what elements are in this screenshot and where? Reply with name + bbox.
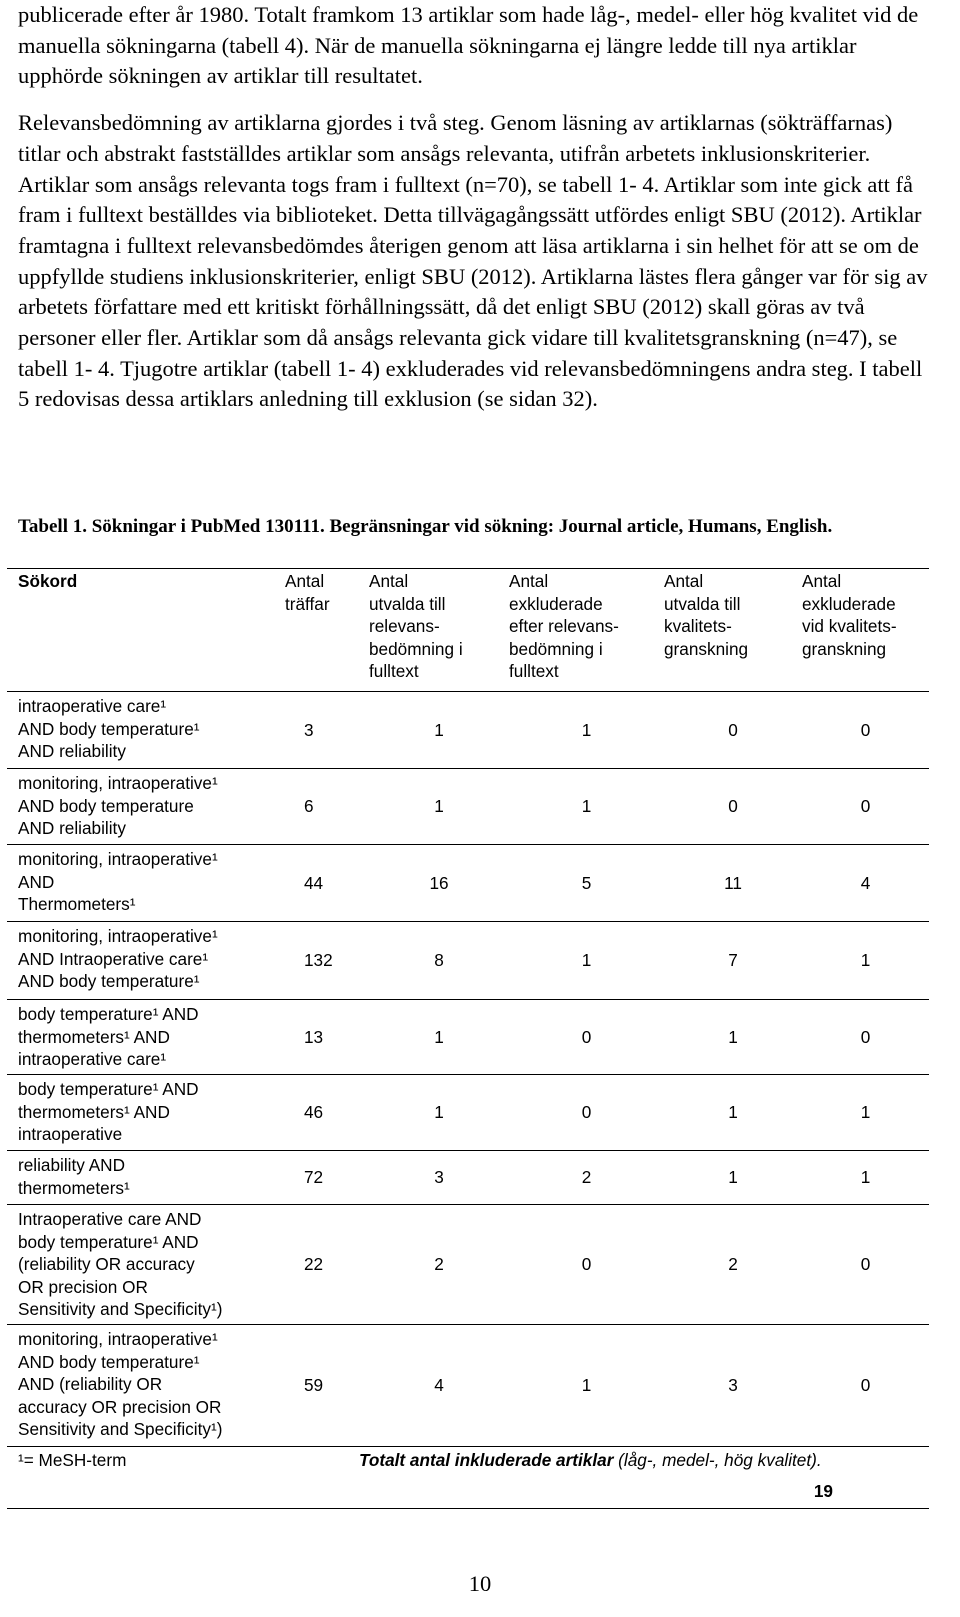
search-term-cell: monitoring, intraoperative¹ AND Intraoperative care¹ AND body temperature¹ xyxy=(18,925,218,992)
value-cell: 4 xyxy=(860,872,871,893)
value-cell: 0 xyxy=(860,1026,871,1047)
table-row xyxy=(7,999,929,1074)
value-cell: 5 xyxy=(581,872,592,893)
value-cell: 46 xyxy=(304,1102,324,1123)
value-cell: 1 xyxy=(860,1102,871,1123)
search-table xyxy=(7,568,929,1509)
value-cell: 0 xyxy=(860,719,871,740)
value-cell: 72 xyxy=(304,1167,324,1188)
column-header: Antal exkluderade efter relevans- bedömning i fulltext xyxy=(509,571,619,682)
value-cell: 0 xyxy=(860,1254,871,1275)
value-cell: 2 xyxy=(434,1254,444,1275)
value-cell: 59 xyxy=(304,1375,324,1396)
value-cell: 0 xyxy=(581,1026,592,1047)
value-cell: 8 xyxy=(434,950,444,971)
table-row xyxy=(7,1324,929,1446)
column-header: Antal träffar xyxy=(285,571,330,614)
value-cell: 1 xyxy=(434,1026,444,1047)
value-cell: 3 xyxy=(304,719,314,740)
value-cell: 22 xyxy=(304,1254,324,1275)
value-cell: 0 xyxy=(860,1375,871,1396)
table-caption: Tabell 1. Sökningar i PubMed 130111. Begränsningar vid sökning: Journal article, Humans, English. xyxy=(18,516,833,537)
search-term-cell: body temperature¹ AND thermometers¹ AND intraoperative xyxy=(18,1078,199,1145)
search-term-cell: reliability AND thermometers¹ xyxy=(18,1154,130,1198)
value-cell: 1 xyxy=(581,950,592,971)
body-text xyxy=(18,0,930,415)
search-term-cell: monitoring, intraoperative¹ AND Thermometers¹ xyxy=(18,848,218,915)
value-cell: 1 xyxy=(581,796,592,817)
value-cell: 1 xyxy=(581,719,592,740)
value-cell: 0 xyxy=(728,719,738,740)
value-cell: 7 xyxy=(728,950,738,971)
search-term-cell: intraoperative care¹ AND body temperature¹ AND reliability xyxy=(18,695,200,762)
value-cell: 44 xyxy=(304,872,324,893)
column-header-sokord: Sökord xyxy=(18,571,78,591)
value-cell: 1 xyxy=(434,796,444,817)
table-row xyxy=(7,1074,929,1150)
value-cell: 0 xyxy=(860,796,871,817)
column-header: Antal utvalda till relevans- bedömning i fulltext xyxy=(369,571,463,682)
value-cell: 4 xyxy=(434,1375,444,1396)
table-body xyxy=(7,691,929,1446)
value-cell: 16 xyxy=(429,872,449,893)
value-cell: 0 xyxy=(581,1102,592,1123)
value-cell: 1 xyxy=(728,1167,738,1188)
total-label: Totalt antal inkluderade artiklar xyxy=(359,1449,614,1470)
column-header: Antal utvalda till kvalitets- granskning xyxy=(664,571,749,659)
table-row xyxy=(7,1150,929,1204)
table-row xyxy=(7,1204,929,1324)
value-cell: 1 xyxy=(434,719,444,740)
value-cell: 11 xyxy=(724,872,742,893)
value-cell: 1 xyxy=(860,1167,871,1188)
value-cell: 13 xyxy=(304,1026,324,1047)
value-cell: 0 xyxy=(581,1254,592,1275)
value-cell: 1 xyxy=(728,1102,738,1123)
total-included-label xyxy=(277,1446,929,1473)
total-included-count: 19 xyxy=(813,1480,833,1501)
value-cell: 3 xyxy=(728,1375,738,1396)
table-total-row xyxy=(7,1474,929,1509)
search-term-cell: Intraoperative care AND body temperature¹ AND (reliability OR accuracy OR precision OR Sensitivity and Specificity¹) xyxy=(18,1208,223,1320)
mesh-footnote: ¹= MeSH-term xyxy=(18,1449,127,1470)
column-header: Antal exkluderade vid kvalitets- granskning xyxy=(802,571,897,659)
paragraph: Relevansbedömning av artiklarna gjordes i två steg. Genom läsning av artiklarnas (sökträffarnas) titlar och abstrakt fastställdes artiklar som ansågs relevanta, utifrån arbetets inklusionskriterier. Artiklar som ansågs relevanta togs fram i fulltext (n=70), se tabell 1- 4. Artiklar som inte gick att få fram i fulltext beställdes via biblioteket. Detta tillvägagångssätt utfördes enligt SBU (2012). Artiklar framtagna i fulltext relevansbedömdes återigen genom att läsa artiklarna i sin helhet för att se om de uppfyllde studiens inklusionskriterier, enligt SBU (2012). Artiklarna lästes flera gånger var för sig av arbetets författare med ett kritiskt förhållningssätt, då det enligt SBU (2012) skall göras av två personer eller fler. Artiklar som då ansågs relevanta gick vidare till kvalitetsgranskning (n=47), se tabell 1- 4. Tjugotre artiklar (tabell 1- 4) exkluderades vid relevansbedömningens andra steg. I tabell 5 redovisas dessa artiklars anledning till exklusion (se sidan 32). xyxy=(18,110,928,412)
page-number: 10 xyxy=(468,1571,492,1596)
table-row xyxy=(7,921,929,999)
value-cell: 2 xyxy=(581,1167,592,1188)
value-cell: 2 xyxy=(728,1254,738,1275)
value-cell: 1 xyxy=(434,1102,444,1123)
table-header-row xyxy=(7,569,929,692)
value-cell: 1 xyxy=(728,1026,738,1047)
table-row xyxy=(7,844,929,921)
table-row xyxy=(7,768,929,844)
paragraph: publicerade efter år 1980. Totalt framkom 13 artiklar som hade låg-, medel- eller hög kvalitet vid de manuella sökningarna (tabell 4). När de manuella sökningarna ej längre ledde till nya artiklar upphörde sökningen av artiklar till resultatet. xyxy=(18,2,919,89)
value-cell: 3 xyxy=(434,1167,444,1188)
total-suffix: (låg-, medel-, hög kvalitet). xyxy=(613,1449,822,1470)
value-cell: 132 xyxy=(304,950,333,971)
table-footer-row xyxy=(7,1446,929,1473)
search-term-cell: monitoring, intraoperative¹ AND body temperature AND reliability xyxy=(18,772,218,839)
value-cell: 6 xyxy=(304,796,314,817)
value-cell: 1 xyxy=(581,1375,592,1396)
value-cell: 0 xyxy=(728,796,738,817)
table-row xyxy=(7,691,929,768)
search-term-cell: monitoring, intraoperative¹ AND body temperature¹ AND (reliability OR accuracy OR precision OR Sensitivity and Specificity¹) xyxy=(18,1328,223,1440)
search-term-cell: body temperature¹ AND thermometers¹ AND intraoperative care¹ xyxy=(18,1003,199,1070)
value-cell: 1 xyxy=(860,950,871,971)
